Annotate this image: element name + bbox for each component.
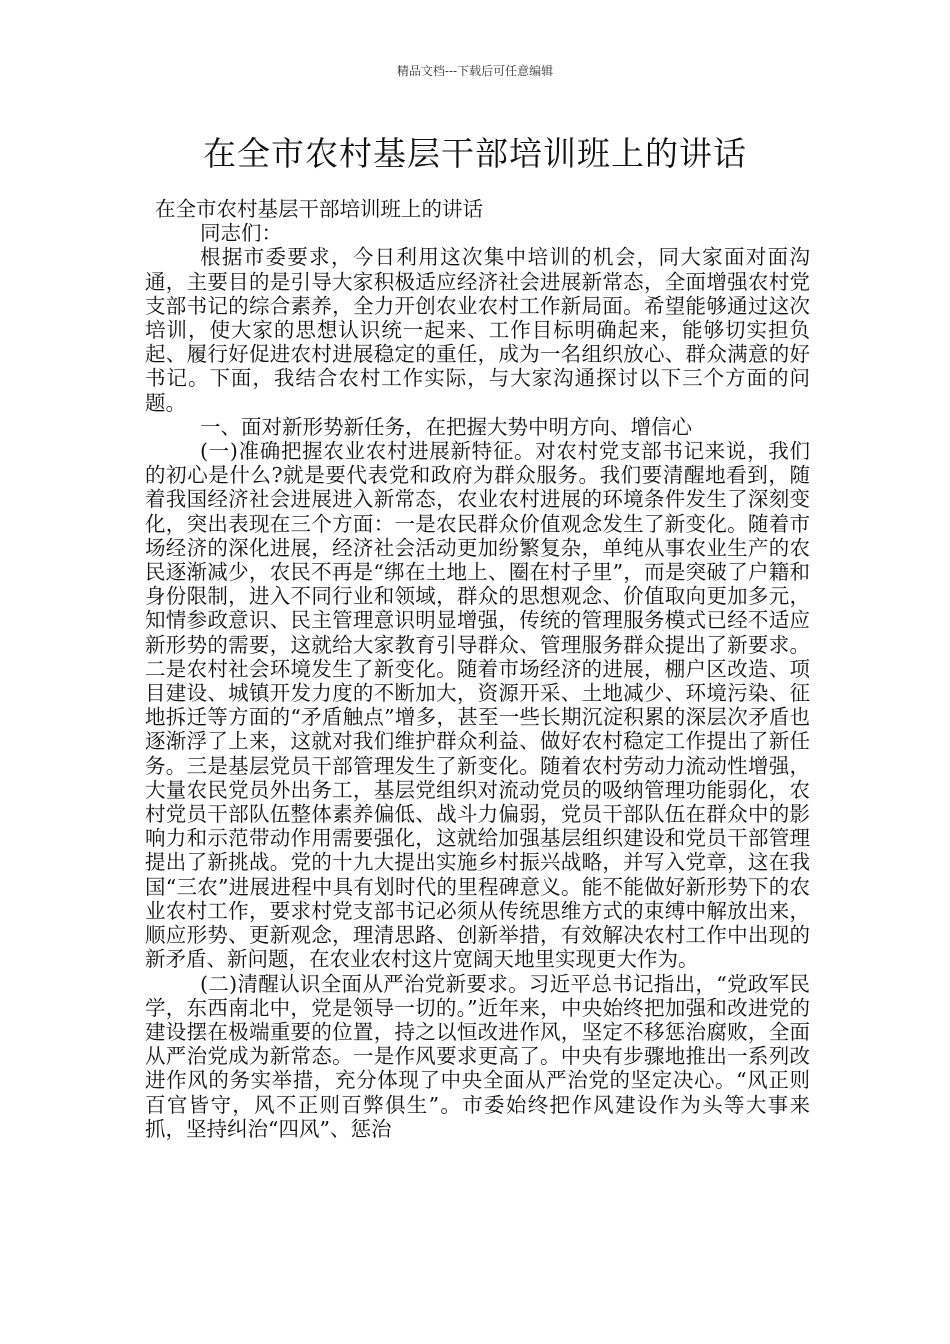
greeting: 同志们： bbox=[200, 221, 282, 246]
document-title: 在全市农村基层干部培训班上的讲话 bbox=[203, 134, 747, 173]
subtitle: 在全市农村基层干部培训班上的讲话 bbox=[155, 197, 483, 221]
section-heading: 一、面对新形势新任务，在把握大势中明方向、增信心 bbox=[200, 414, 692, 439]
paragraph: (二)清醒认识全面从严治党新要求。习近平总书记指出，“党政军民学，东西南北中，党是领导一切的。”近年来，中央始终把加强和改进党的建设摆在极端重要的位置，持之以恒改进作风，坚定不移惩治腐败，全面从严治党成为新常态。一是作风要求更高了。中央有步骤地推出一系列改进作风的务实举措，充分体现了中央全面从严治党的坚定决心。“风正则百官皆守，风不正则百弊俱生”。市委始终把作风建设作为头等大事来抓，坚持纠治“四风”、惩治 bbox=[145, 971, 810, 1141]
page-header: 精品文档---下载后可任意编辑 bbox=[396, 64, 554, 78]
document-body bbox=[145, 197, 810, 1141]
paragraph: 根据市委要求，今日利用这次集中培训的机会，同大家面对面沟通，主要目的是引导大家积极适应经济社会进展新常态，全面增强农村党支部书记的综合素养，全力开创农业农村工作新局面。希望能够通过这次培训，使大家的思想认识统一起来、工作目标明确起来，能够切实担负起、履行好促进农村进展稳定的重任，成为一名组织放心、群众满意的好书记。下面，我结合农村工作实际，与大家沟通探讨以下三个方面的问题。 bbox=[145, 245, 810, 415]
paragraph: (一)准确把握农业农村进展新特征。对农村党支部书记来说，我们的初心是什么?就是要代表党和政府为群众服务。我们要清醒地看到，随着我国经济社会进展进入新常态，农业农村进展的环境条件发生了深刻变化，突出表现在三个方面：一是农民群众价值观念发生了新变化。随着市场经济的深化进展，经济社会活动更加纷繁复杂，单纯从事农业生产的农民逐渐减少，农民不再是“绑在土地上、圈在村子里”，而是突破了户籍和身份限制，进入不同行业和领域，群众的思想观念、价值取向更加多元，知情参政意识、民主管理意识明显增强，传统的管理服务模式已经不适应新形势的需要，这就给大家教育引导群众、管理服务群众提出了新要求。二是农村社会环境发生了新变化。随着市场经济的进展，棚户区改造、项目建设、城镇开发力度的不断加大，资源开采、土地减少、环境污染、征地拆迁等方面的“矛盾触点”增多，甚至一些长期沉淀积累的深层次矛盾也逐渐浮了上来，这就对我们维护群众利益、做好农村稳定工作提出了新任务。三是基层党员干部管理发生了新变化。随着农村劳动力流动性增强，大量农民党员外出务工，基层党组织对流动党员的吸纳管理功能弱化，农村党员干部队伍整体素养偏低、战斗力偏弱，党员干部队伍在群众中的影响力和示范带动作用需要强化，这就给加强基层组织建设和党员干部管理提出了新挑战。党的十九大提出实施乡村振兴战略，并写入党章，这在我国“三农”进展进程中具有划时代的里程碑意义。能不能做好新形势下的农业农村工作，要求村党支部书记必须从传统思维方式的束缚中解放出来，顺应形势、更新观念，理清思路、创新举措，有效解决农村工作中出现的新矛盾、新问题，在农业农村这片宽阔天地里实现更大作为。 bbox=[145, 439, 810, 972]
